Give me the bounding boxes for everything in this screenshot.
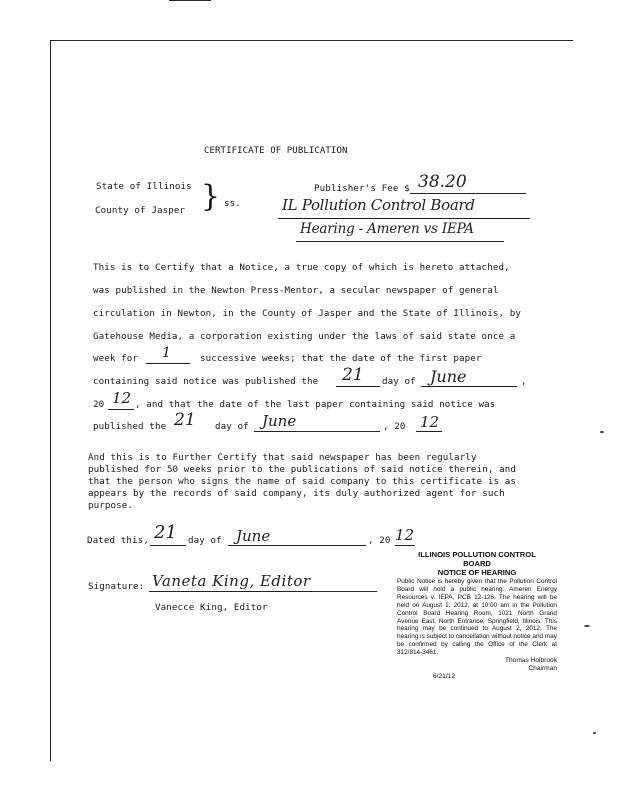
signature-handwritten: Vaneta King, Editor [152,572,311,590]
first-year-line [108,409,134,410]
last-month-value: June [262,412,297,430]
further-line-5: purpose. [88,500,134,511]
dated-day-of: day of [188,535,222,546]
body-line-4: Gatehouse Media, a corporation existing under the laws of said state once a [93,331,516,342]
clipping-date: 6/21/12 [433,673,455,681]
body-line-3: circulation in Newton, in the County of Jasper and the State of Illinois, by [93,308,521,319]
dated-month-value: June [236,527,271,545]
body-line-1: This is to Certify that a Notice, a true copy of which is hereto attached, [93,262,510,273]
signature-line [149,591,377,592]
caption-line1-underline [278,218,530,219]
body-line-6-end: , [521,376,527,387]
first-month-line [421,386,517,387]
body-line-6-start: containing said notice was published the [93,376,319,387]
fee-line [410,193,526,194]
fee-label: Publisher's Fee $ [314,183,410,194]
weeks-line [146,363,190,364]
clipping-body: Public Notice is hereby given that the Pollution Control Board will hold a public hearing: Ameren Energy Resources v. IEPA, PCB 12-126. The hearing will be held on August 1, 2012, at 10:00 am in the Pollution Control Board Hearing Room, 1021 North Grand Avenue East, North Entrance, Springfield, Illinois. This hearing may be continued to August 2, 2012. The hearing is subject to cancellation without notice and may be confirmed by calling the Office of the Clerk at 312/814-3461. [397,578,557,657]
further-line-3: that the person who signs the name of said company to this certificate is as [88,476,516,487]
clipping-heading-3: NOTICE OF HEARING [437,568,517,577]
caption-line2-underline [296,241,504,242]
dated-day-line [150,545,186,546]
scan-speck [600,431,604,433]
further-line-2: published for 50 weeks prior to the publications of said notice therein, and [88,464,516,475]
clipping-signer-title: Chairman [528,665,557,673]
further-line-1: And this is to Further Certify that said newspaper has been regularly [88,452,477,463]
dated-month-line [228,545,366,546]
scan-speck [584,625,590,627]
first-day-value: 21 [342,365,364,385]
last-year-value: 12 [420,413,440,431]
dated-year-prefix: , 20 [368,535,391,546]
body-line-5-start: week for [93,353,139,364]
body-line-8-end: , 20 [383,421,406,432]
body-line-8-mid: day of [215,421,249,432]
dated-year-value: 12 [395,526,415,544]
caption-line2: Hearing - Ameren vs IEPA [300,221,474,237]
dated-year-line [395,545,415,546]
body-line-5-end: successive weeks; that the date of the first paper [200,353,482,364]
last-year-line [416,431,442,432]
clipping-heading-2: BOARD [463,559,491,568]
caption-line1: IL Pollution Control Board [282,196,475,214]
venue-brace: } [201,179,221,214]
fee-amount: 38.20 [418,172,467,192]
body-line-7-end: , and that the date of the last paper containing said notice was [135,399,496,410]
signature-printed: Vanecce King, Editor [155,602,268,613]
venue-state: State of Illinois [96,181,192,192]
further-line-4: appears by the records of said company, its duly authorized agent for such [88,488,505,499]
signature-label: Signature: [88,581,145,592]
body-line-2: was published in the Newton Press-Mentor, a secular newspaper of general [93,285,499,296]
first-month-value: June [430,367,467,386]
venue-county: County of Jasper [95,205,186,216]
venue-ss: ss. [224,198,241,209]
notice-clipping [397,550,557,775]
body-line-6-mid: day of [382,376,416,387]
first-day-line [336,386,380,387]
clipping-signer: Thomas Holbrook [504,657,557,665]
clipping-heading-1: ILLINOIS POLLUTION CONTROL [418,550,536,559]
page-title: CERTIFICATE OF PUBLICATION [204,146,348,156]
last-day-line [169,0,211,1]
body-line-7-start: 20 [93,399,105,410]
last-month-line [254,431,380,432]
first-year-value: 12 [112,389,132,407]
weeks-value: 1 [162,345,171,361]
last-day-value: 21 [174,410,196,430]
scan-speck [593,732,596,734]
dated-label: Dated this, [87,535,149,546]
dated-day-value: 21 [154,522,177,543]
body-line-8-start: published the [93,421,167,432]
